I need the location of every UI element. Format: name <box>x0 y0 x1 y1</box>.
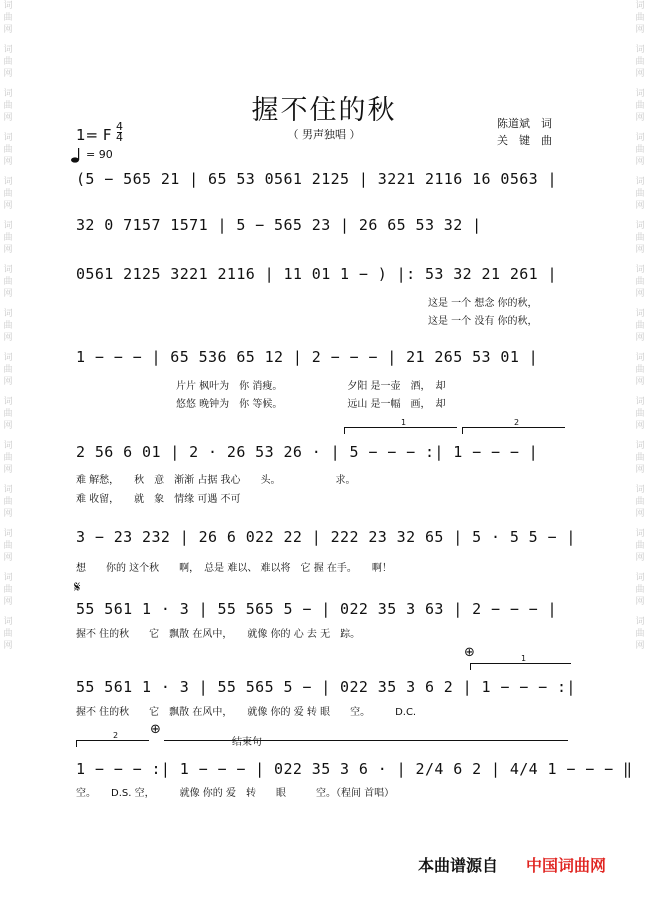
lyric-row-5-verse-1: 难 解愁， 秋 意 渐渐 占据 我心 头。 求。 <box>76 475 356 486</box>
watermark-text: 词曲网 <box>3 353 13 387</box>
ending-label: 结束句 <box>232 737 262 748</box>
watermark-text: 词曲网 <box>635 573 645 607</box>
lyricist-credit: 陈道斌 词 <box>497 117 552 130</box>
watermark-text: 词曲网 <box>635 353 645 387</box>
watermark-text: 词曲网 <box>635 221 645 255</box>
volta-bracket-3: 1 <box>470 663 571 670</box>
watermark-text: 词曲网 <box>3 617 13 651</box>
score-row-6: 3 − 23 232 | 26 6 022 22 | 222 23 32 65 | 5 · 5 5 − | <box>76 528 576 546</box>
ending-line <box>164 740 568 741</box>
time-signature <box>116 122 123 143</box>
watermark-text: 词曲网 <box>3 397 13 431</box>
watermark-text: 词曲网 <box>635 133 645 167</box>
watermark-text: 词曲网 <box>3 177 13 211</box>
watermark-text: 词曲网 <box>3 573 13 607</box>
source-site-link[interactable]: 中国词曲网 <box>526 856 607 875</box>
watermark-text: 词曲网 <box>635 265 645 299</box>
score-row-4: 1 − − − | 65 536 65 12 | 2 − − − | 21 265 53 01 | <box>76 348 539 366</box>
time-signature-numerator: 4 <box>116 120 123 133</box>
watermark-text: 词曲网 <box>635 1 645 35</box>
tempo-mark: = 90 <box>86 148 113 161</box>
watermark-text: 词曲网 <box>3 485 13 519</box>
lyric-row-8: 握不 住的秋 它 飘散 在风中， 就像 你的 爱 转 眼 空。 D.C. <box>76 707 417 718</box>
coda-sign-1: ⊕ <box>464 645 475 660</box>
lyric-row-4-verse-1: 片片 枫叶为 你 消瘦。 夕阳 是一壶 酒， 却 <box>176 381 446 392</box>
quarter-note-icon <box>70 147 82 163</box>
watermark-text: 词曲网 <box>3 45 13 79</box>
watermark-text: 词曲网 <box>635 529 645 563</box>
watermark-text: 词曲网 <box>3 1 13 35</box>
score-row-1: (5 − 565 21 | 65 53 0561 2125 | 3221 2116 16 0563 | <box>76 170 557 188</box>
volta-bracket-1: 1 <box>344 427 457 434</box>
source-prefix: 本曲谱源自 <box>418 856 499 875</box>
watermark-text: 词曲网 <box>3 133 13 167</box>
watermark-text: 词曲网 <box>3 89 13 123</box>
lyric-row-4-verse-2: 悠悠 晚钟为 你 等候。 远山 是一幅 画， 却 <box>176 399 446 410</box>
watermark-text: 词曲网 <box>635 177 645 211</box>
watermark-text: 词曲网 <box>635 485 645 519</box>
watermark-text: 词曲网 <box>3 265 13 299</box>
segno-sign: 𝄋 <box>74 578 81 596</box>
coda-sign-2: ⊕ <box>150 722 161 737</box>
composer-credit: 关 键 曲 <box>497 134 552 147</box>
watermark-text: 词曲网 <box>3 309 13 343</box>
watermark-text: 词曲网 <box>635 617 645 651</box>
score-row-5: 2 56 6 01 | 2 · 26 53 26 · | 5 − − − :| 1 − − − | <box>76 443 539 461</box>
song-title: 握不住的秋 <box>251 95 397 126</box>
volta-bracket-2: 2 <box>462 427 565 434</box>
score-row-7: 55 561 1 · 3 | 55 565 5 − | 022 35 3 63 | 2 − − − | <box>76 600 557 618</box>
watermark-text: 词曲网 <box>635 441 645 475</box>
lyric-row-5-verse-2: 难 收留， 就 象 情缘 可遇 不可 <box>76 494 241 505</box>
score-row-8: 55 561 1 · 3 | 55 565 5 − | 022 35 3 6 2 | 1 − − − :| <box>76 678 576 696</box>
lyric-row-3-verse-2: 这是 一个 没有 你的秋， <box>428 316 538 327</box>
lyric-row-9: 空。 D.S. 空， 就像 你的 爱 转 眼 空。（程间 首唱） <box>76 788 395 799</box>
watermark-text: 词曲网 <box>3 221 13 255</box>
volta-bracket-4: 2 <box>76 740 149 747</box>
watermark-text: 词曲网 <box>635 89 645 123</box>
score-row-9: 1 − − − :| 1 − − − | 022 35 3 6 · | 2/4 6 2 | 4/4 1 − − − ‖ <box>76 760 633 778</box>
score-row-2: 32 0 7157 1571 | 5 − 565 23 | 26 65 53 32 | <box>76 216 482 234</box>
lyric-row-3-verse-1: 这是 一个 想念 你的秋， <box>428 298 538 309</box>
time-signature-denominator: 4 <box>116 131 123 144</box>
lyric-row-6: 想 你的 这个秋 啊， 总是 难以、 难以将 它 握 在手。 啊！ <box>76 563 392 574</box>
watermark-text: 词曲网 <box>635 309 645 343</box>
key-signature: 1= F <box>76 126 112 144</box>
song-subtitle: （ 男声独唱 ） <box>287 128 361 141</box>
watermark-text: 词曲网 <box>3 441 13 475</box>
lyric-row-7: 握不 住的秋 它 飘散 在风中， 就像 你的 心 去 无 踪。 <box>76 629 361 640</box>
score-row-3: 0561 2125 3221 2116 | 11 01 1 − ) |: 53 32 21 261 | <box>76 265 557 283</box>
watermark-text: 词曲网 <box>635 45 645 79</box>
watermark-text: 词曲网 <box>3 529 13 563</box>
watermark-text: 词曲网 <box>635 397 645 431</box>
